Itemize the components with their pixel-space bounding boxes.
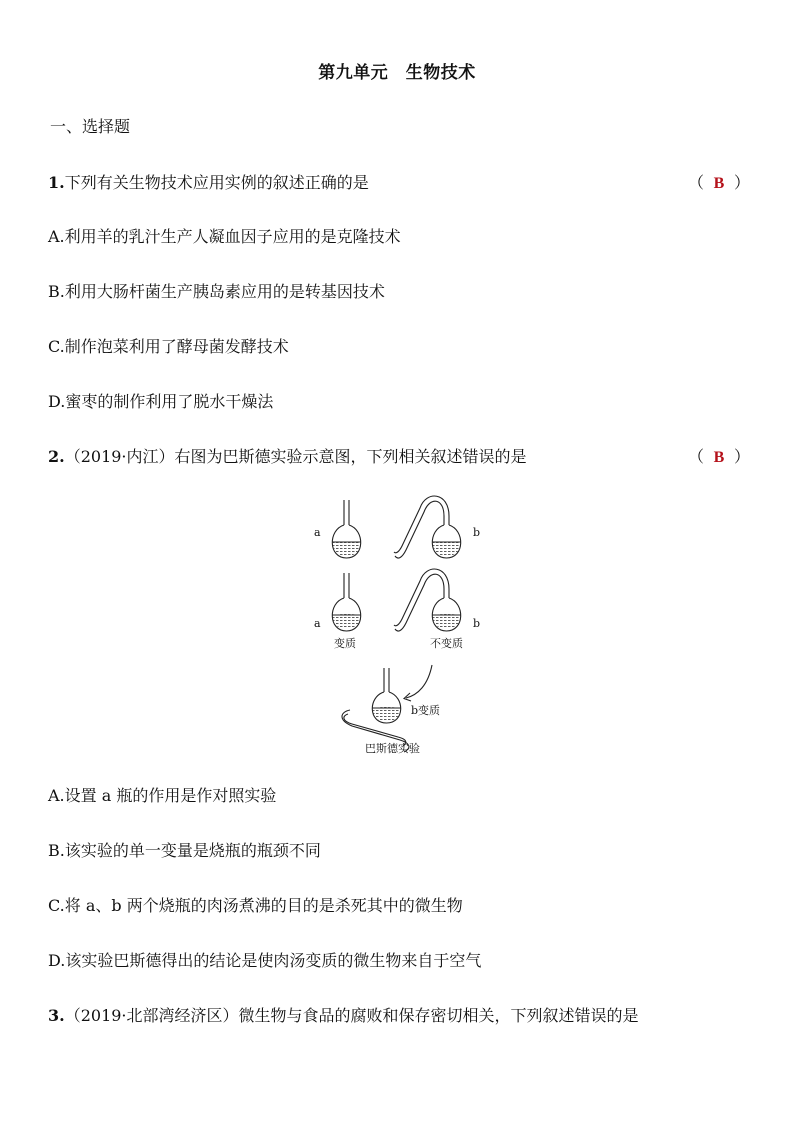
figure-caption: 巴斯德实验 [365, 742, 420, 755]
label-a-top: a [314, 526, 321, 539]
flask-b-broken-neck-icon [372, 668, 401, 723]
question-3-stem [48, 1003, 639, 1026]
paren-open: （ [688, 173, 705, 192]
label-spoiled: 变质 [334, 637, 356, 650]
page-title: 第九单元 生物技术 [318, 63, 476, 83]
question-1-option-c: C.制作泡菜利用了酵母菌发酵技术 [48, 337, 289, 356]
question-2-stem [48, 444, 527, 467]
label-b-spoiled: b变质 [411, 704, 441, 717]
question-3-text: （2019·北部湾经济区）微生物与食品的腐败和保存密切相关，下列叙述错误的是 [64, 1006, 639, 1025]
question-1-text: 下列有关生物技术应用实例的叙述正确的是 [64, 173, 369, 192]
pasteur-diagram [300, 490, 490, 760]
flask-a-bottom-icon [332, 573, 361, 631]
section-heading: 一、选择题 [50, 117, 131, 136]
question-2-text: （2019·内江）右图为巴斯德实验示意图，下列相关叙述错误的是 [64, 447, 527, 466]
label-b-top: b [473, 526, 481, 539]
question-2-option-b: B.该实验的单一变量是烧瓶的瓶颈不同 [48, 841, 321, 860]
paren-open: （ [688, 447, 705, 466]
question-3-number: 3. [48, 1006, 65, 1025]
question-2-number: 2. [48, 447, 65, 466]
question-1-number: 1. [48, 173, 65, 192]
question-1-answer [688, 170, 750, 193]
label-a-bottom: a [314, 617, 321, 630]
question-1-option-b: B.利用大肠杆菌生产胰岛素应用的是转基因技术 [48, 282, 385, 301]
question-1-option-a: A.利用羊的乳汁生产人凝血因子应用的是克隆技术 [48, 227, 401, 246]
question-2-option-a: A.设置 a 瓶的作用是作对照实验 [48, 786, 277, 805]
question-1-option-d: D.蜜枣的制作利用了脱水干燥法 [48, 392, 274, 411]
flask-b-top-icon [394, 496, 461, 558]
answer-letter: B [713, 175, 725, 192]
pasteur-experiment-figure [300, 490, 490, 760]
paren-close: ） [734, 173, 751, 192]
label-b-bottom: b [473, 617, 481, 630]
flask-b-bottom-icon [394, 569, 461, 631]
answer-letter: B [713, 449, 725, 466]
flask-a-top-icon [332, 500, 361, 558]
paren-close: ） [734, 447, 751, 466]
question-2-answer [688, 444, 750, 467]
question-1-stem [48, 170, 369, 193]
question-2-option-d: D.该实验巴斯德得出的结论是使肉汤变质的微生物来自于空气 [48, 951, 482, 970]
question-2-option-c: C.将 a、b 两个烧瓶的肉汤煮沸的目的是杀死其中的微生物 [48, 896, 463, 915]
label-not-spoiled: 不变质 [430, 637, 463, 650]
